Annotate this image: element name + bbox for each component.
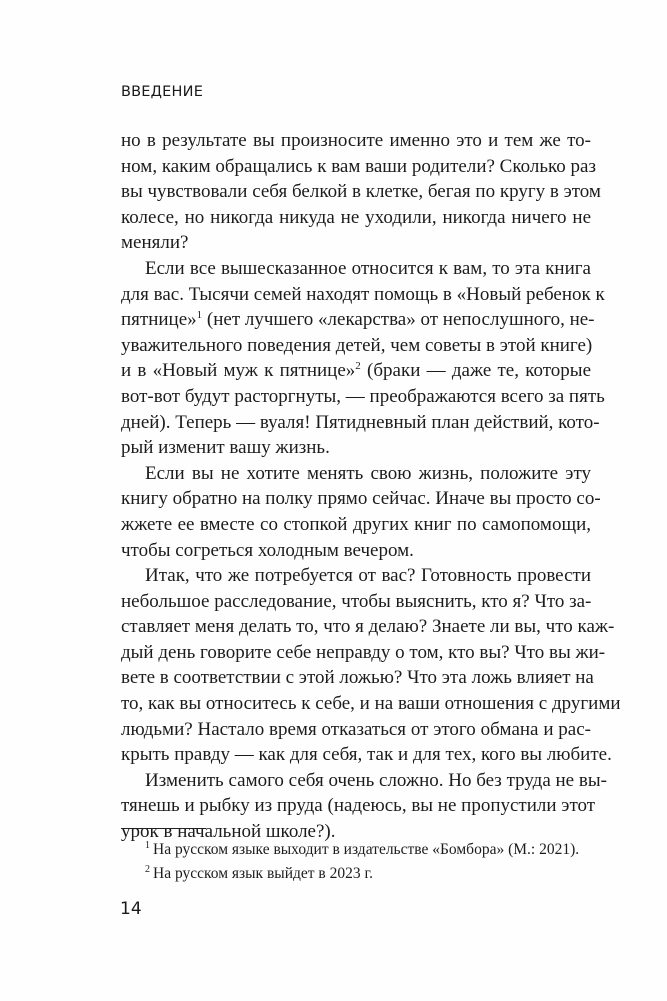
text-line: книгу обратно на полку прямо сейчас. Иначе вы просто со- xyxy=(121,488,601,510)
text-line: вы чувствовали себя белкой в клетке, бегая по кругу в этом xyxy=(121,181,601,203)
text-line: ном, каким обращались к вам ваши родители? Сколько раз xyxy=(121,155,596,177)
running-head: ВВЕДЕНИЕ xyxy=(121,84,204,100)
text-line: крыть правду — как для себя, так и для тех, кого вы любите. xyxy=(121,744,612,766)
text-line: Если вы не хотите менять свою жизнь, положите эту xyxy=(145,462,591,484)
footnote-text: На русском язык выйдет в 2023 г. xyxy=(153,865,373,882)
footnotes xyxy=(145,838,595,886)
footnote xyxy=(145,862,595,886)
text-line: уважительного поведения детей, чем советы в этой книге) xyxy=(121,334,593,356)
paragraph xyxy=(121,128,601,256)
text-line: дней). Теперь — вуаля! Пятидневный план действий, кото- xyxy=(121,411,600,433)
text-line: жжете ее вместе со стопкой других книг по самопомощи, xyxy=(121,513,591,535)
paragraph xyxy=(121,461,601,563)
text-line: для вас. Тысячи семей находят помощь в «Новый ребенок к xyxy=(121,283,605,305)
text-line: урок в начальной школе?). xyxy=(121,821,336,843)
text-line: вот-вот будут расторгнуты, — преображаются всего за пять xyxy=(121,385,605,407)
text-line: вете в соответствии с этой ложью? Что эта ложь влияет на xyxy=(121,667,594,689)
text-fragment: (браки — даже те, которые xyxy=(367,360,592,382)
body-text xyxy=(121,128,621,845)
text-line: людьми? Настало время отказаться от этого обмана и рас- xyxy=(121,718,591,740)
paragraph xyxy=(121,563,621,768)
text-line: Изменить самого себя очень сложно. Но без труда не вы- xyxy=(145,769,607,791)
footnote-reference[interactable]: 1 xyxy=(196,309,203,322)
text-line: Если все вышесказанное относится к вам, то эта книга xyxy=(145,257,591,279)
paragraph xyxy=(121,768,607,845)
page-number: 14 xyxy=(120,899,142,919)
text-line: ставляет меня делать то, что я делаю? Знаете ли вы, что каж- xyxy=(121,616,615,638)
text-line: дый день говорите себе неправду о том, кто вы? Что вы жи- xyxy=(121,641,606,663)
text-line: чтобы согреться холодным вечером. xyxy=(121,539,414,561)
text-line xyxy=(121,358,591,384)
paragraph xyxy=(121,256,605,461)
text-fragment: и в «Новый муж к пятнице» xyxy=(121,360,356,382)
text-line: колесе, но никогда никуда не уходили, никогда ничего не xyxy=(121,206,591,228)
footnote-mark: 1 xyxy=(145,840,150,851)
footnote-reference[interactable]: 2 xyxy=(355,360,361,373)
text-line: небольшое расследование, чтобы выяснить, кто я? Что за- xyxy=(121,590,592,612)
text-fragment: пятнице» xyxy=(121,309,197,331)
footnote-text: На русском языке выходит в издательстве «Бомбора» (М.: 2021). xyxy=(153,841,580,858)
text-line: но в результате вы произносите именно это и тем же то- xyxy=(121,130,591,151)
text-line: рый изменит вашу жизнь. xyxy=(121,437,330,459)
text-line xyxy=(121,307,595,333)
footnote xyxy=(145,838,595,862)
text-line: меняли? xyxy=(121,232,189,254)
footnote-divider xyxy=(121,828,206,829)
footnote-mark: 2 xyxy=(145,864,150,875)
text-line: тянешь и рыбку из пруда (надеюсь, вы не пропустили этот xyxy=(121,795,596,817)
text-fragment: (нет лучшего «лекарства» от непослушного, не- xyxy=(206,309,595,331)
text-line: Итак, что же потребуется от вас? Готовность провести xyxy=(145,565,591,587)
text-line: то, как вы относитесь к себе, и на ваши отношения с другими xyxy=(121,693,621,715)
